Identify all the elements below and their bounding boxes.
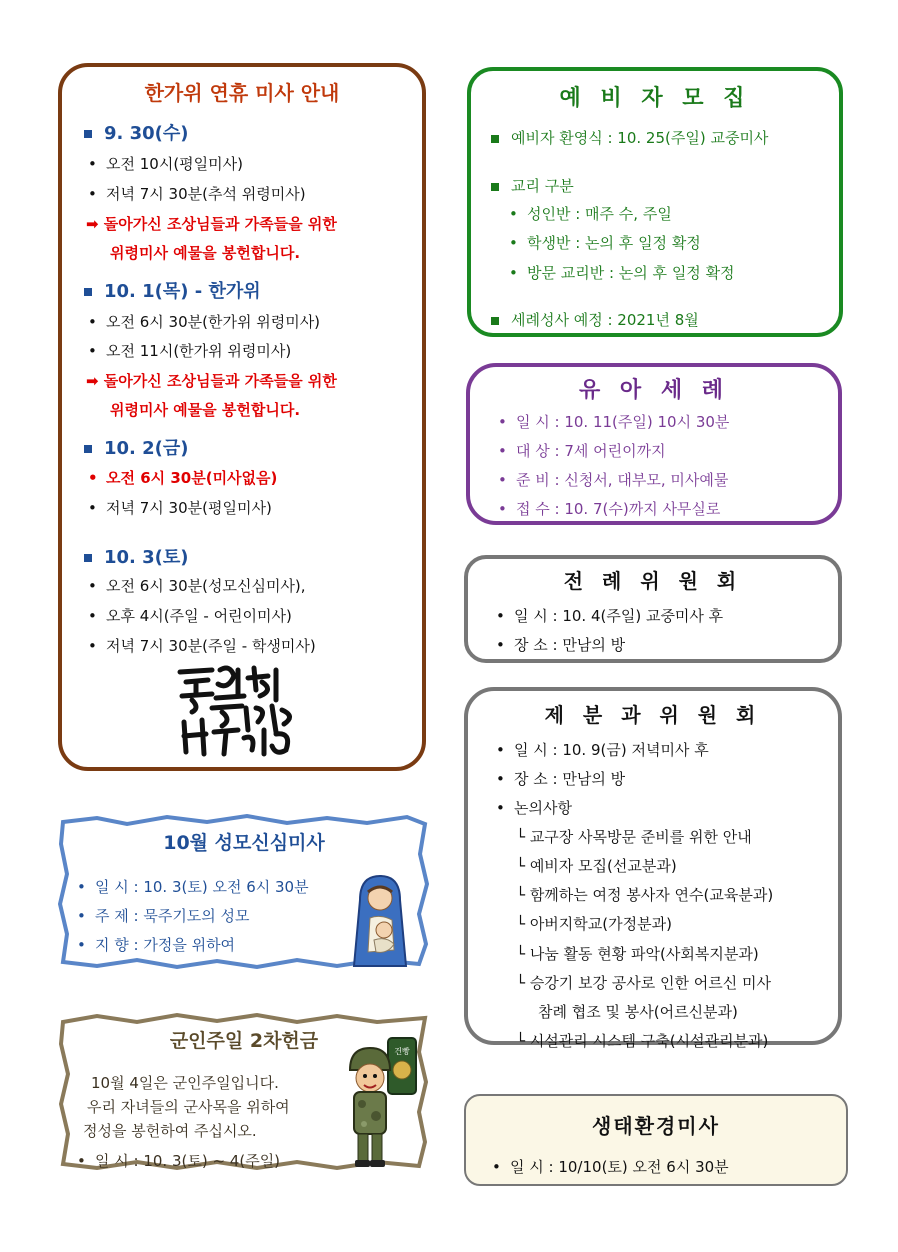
list-item: • 대 상 : 7세 어린이까지 xyxy=(498,442,666,460)
list-item: • 일 시 : 10. 3(토) 오전 6시 30분 xyxy=(77,878,309,896)
day-heading: 10. 3(토) xyxy=(84,543,189,569)
eco-mass-box xyxy=(464,1094,848,1186)
list-item: • 준 비 : 신청서, 대부모, 미사예물 xyxy=(498,471,729,489)
calligraphy-greeting-image xyxy=(172,660,312,760)
infant-baptism-title: 유 아 세 례 xyxy=(579,378,729,403)
offering-note: 위령미사 예물을 봉헌합니다. xyxy=(110,244,301,262)
liturgy-committee-title: 전 례 위 원 회 xyxy=(563,569,743,593)
list-item: • 장 소 : 만남의 방 xyxy=(496,770,626,788)
agenda-item: └ 나눔 활동 현황 파악(사회복지분과) xyxy=(516,945,759,963)
notice-line: 우리 자녀들의 군사목을 위하여 xyxy=(87,1098,290,1116)
chuseok-title: 한가위 연휴 미사 안내 xyxy=(144,81,340,105)
list-item: • 장 소 : 만남의 방 xyxy=(496,636,626,654)
list-item: • 일 시 : 10. 9(금) 저녁미사 후 xyxy=(496,741,709,759)
list-item: • 지 향 : 가정을 위하여 xyxy=(77,936,236,954)
agenda-item: └ 시설관리 시스템 구축(시설관리분과) xyxy=(516,1032,769,1050)
list-item: • 오후 4시(주일 - 어린이미사) xyxy=(88,607,292,625)
list-item: • 방문 교리반 : 논의 후 일정 확정 xyxy=(509,264,735,282)
list-item: • 접 수 : 10. 7(수)까지 사무실로 xyxy=(498,500,721,518)
division-committee-title: 제 분 과 위 원 회 xyxy=(544,703,762,727)
list-item: • 저녁 7시 30분(주일 - 학생미사) xyxy=(88,637,316,655)
division-committee-box xyxy=(464,687,842,1050)
list-item: • 일 시 : 10. 3(토) ~ 4(주일) xyxy=(77,1152,281,1170)
baptism-schedule: 세례성사 예정 : 2021년 8월 xyxy=(491,309,699,330)
day-heading: 10. 1(목) - 한가위 xyxy=(84,277,261,303)
list-item: • 학생반 : 논의 후 일정 확정 xyxy=(509,234,701,252)
catechumen-title: 예 비 자 모 집 xyxy=(559,86,751,111)
notice-line: 10월 4일은 군인주일입니다. xyxy=(91,1074,279,1092)
list-item: • 일 시 : 10/10(토) 오전 6시 30분 xyxy=(492,1158,729,1176)
military-sunday-title: 군인주일 2차헌금 xyxy=(169,1030,319,1052)
marian-mass-title: 10월 성모신심미사 xyxy=(163,832,325,854)
agenda-item: └ 예비자 모집(선교분과) xyxy=(516,857,677,875)
catechumen-box xyxy=(467,67,843,337)
list-item: • 오전 6시 30분(성모신심미사), xyxy=(88,577,306,595)
list-item: • 성인반 : 매주 수, 주일 xyxy=(509,205,672,223)
ration-badge-text: 건빵 xyxy=(394,1047,410,1056)
list-item: • 주 제 : 묵주기도의 성모 xyxy=(77,907,250,925)
list-item: • 일 시 : 10. 4(주일) 교중미사 후 xyxy=(496,607,724,625)
notice-line: 정성을 봉헌하여 주십시오. xyxy=(83,1122,257,1140)
list-item: • 오전 10시(평일미사) xyxy=(88,155,243,173)
list-item: • 오전 6시 30분(미사없음) xyxy=(88,469,278,487)
class-heading: 교리 구분 xyxy=(491,175,574,196)
offering-note: ➡ 돌아가신 조상님들과 가족들을 위한 xyxy=(86,372,337,390)
agenda-item: └ 교구장 사목방문 준비를 위한 안내 xyxy=(516,828,752,846)
agenda-item: └ 아버지학교(가정분과) xyxy=(516,915,672,933)
offering-note: ➡ 돌아가신 조상님들과 가족들을 위한 xyxy=(86,215,337,233)
list-item: • 오전 6시 30분(한가위 위령미사) xyxy=(88,313,321,331)
agenda-item: └ 함께하는 여정 봉사자 연수(교육분과) xyxy=(516,886,774,904)
list-item: • 일 시 : 10. 11(주일) 10시 30분 xyxy=(498,413,730,431)
day-heading: 9. 30(수) xyxy=(84,119,189,145)
arrow-icon: ➡ xyxy=(86,372,104,390)
list-item: • 오전 11시(한가위 위령미사) xyxy=(88,342,292,360)
list-item: • 저녁 7시 30분(추석 위령미사) xyxy=(88,185,306,203)
soldier-character-image xyxy=(340,1030,420,1170)
welcome-ceremony: 예비자 환영식 : 10. 25(주일) 교중미사 xyxy=(491,127,768,148)
eco-mass-title: 생태환경미사 xyxy=(592,1114,720,1138)
agenda-item: └ 승강기 보강 공사로 인한 어르신 미사 xyxy=(516,974,772,992)
list-item: • 논의사항 xyxy=(496,799,572,817)
list-item: • 저녁 7시 30분(평일미사) xyxy=(88,499,272,517)
arrow-icon: ➡ xyxy=(86,215,104,233)
day-heading: 10. 2(금) xyxy=(84,434,189,460)
mary-and-child-image xyxy=(340,870,420,970)
liturgy-committee-box xyxy=(464,555,842,663)
infant-baptism-box xyxy=(466,363,842,525)
offering-note: 위령미사 예물을 봉헌합니다. xyxy=(110,401,301,419)
agenda-item-continued: 참례 협조 및 봉사(어르신분과) xyxy=(538,1003,738,1021)
